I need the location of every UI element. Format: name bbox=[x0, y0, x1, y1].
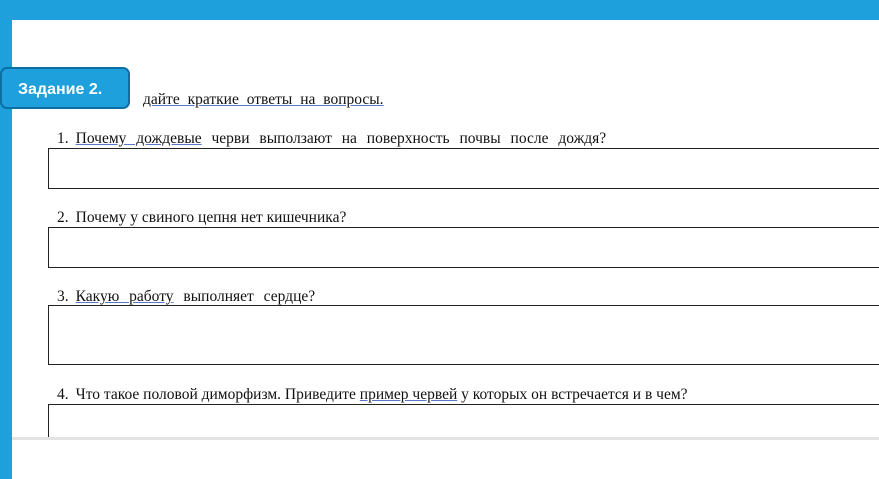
question-text: черви выползают на поверхность почвы после дождя? bbox=[201, 130, 607, 147]
answer-box-4[interactable] bbox=[48, 404, 879, 437]
question-text: у которых он встречается и в чем? bbox=[457, 386, 688, 403]
question-number: 2. bbox=[57, 209, 69, 226]
question-text-underlined: Какую работу bbox=[75, 288, 174, 305]
task-badge: Задание 2. bbox=[0, 67, 130, 109]
question-2 bbox=[57, 209, 346, 227]
question-4 bbox=[57, 386, 688, 404]
question-3 bbox=[57, 288, 315, 306]
question-number: 3. bbox=[57, 288, 69, 305]
task-instruction bbox=[143, 91, 384, 109]
answer-box-2[interactable] bbox=[48, 227, 879, 268]
answer-box-1[interactable] bbox=[48, 148, 879, 189]
question-text: выполняет сердце? bbox=[173, 288, 316, 305]
answer-box-3[interactable] bbox=[48, 305, 879, 365]
question-text-underlined: пример червей bbox=[359, 386, 458, 403]
question-text-underlined: Почему дождевые bbox=[75, 130, 202, 147]
question-1 bbox=[57, 130, 606, 148]
question-text: Что такое половой диморфизм. Приведите bbox=[75, 386, 360, 403]
question-number: 1. bbox=[57, 130, 69, 147]
page-footer-strip bbox=[12, 437, 879, 479]
instruction-text: дайте краткие ответы на вопросы. bbox=[143, 91, 384, 108]
question-number: 4. bbox=[57, 386, 69, 403]
question-text: Почему у свиного цепня нет кишечника? bbox=[75, 209, 347, 226]
